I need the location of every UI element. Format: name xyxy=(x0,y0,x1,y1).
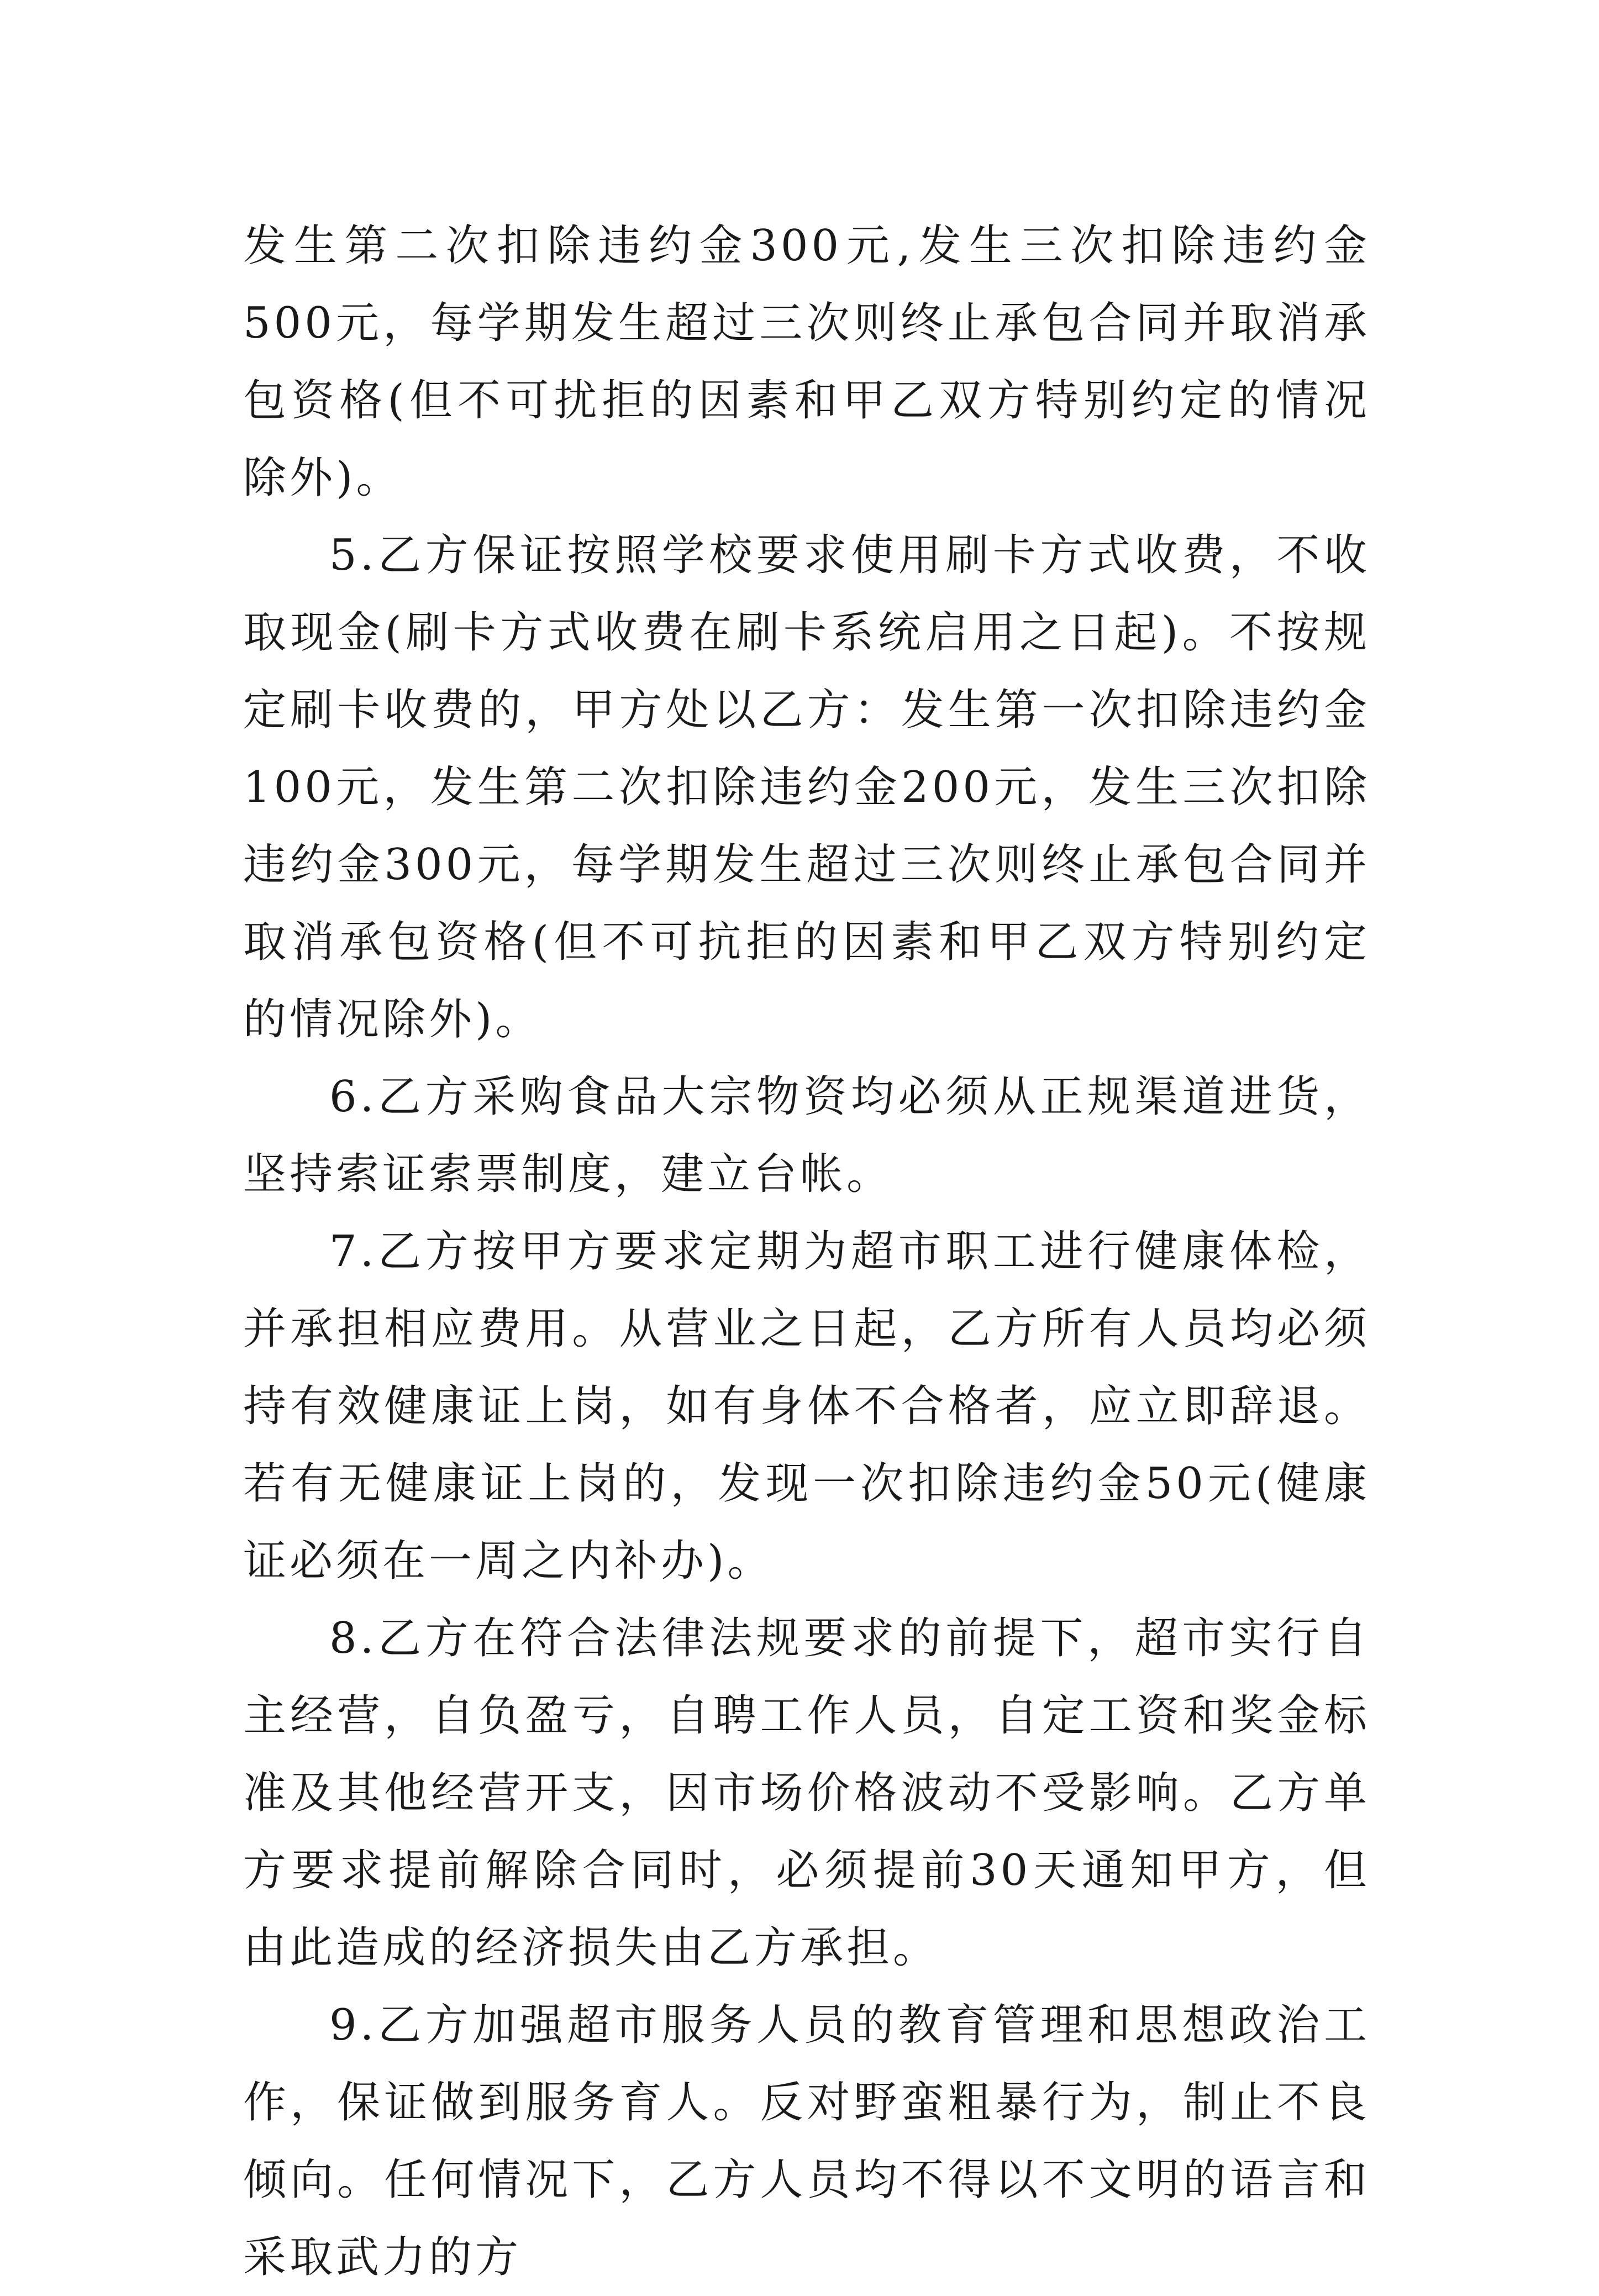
paragraph-7: 7.乙方按甲方要求定期为超市职工进行健康体检，并承担相应费用。从营业之日起，乙方所有人员均必须持有效健康证上岗，如有身体不合格者，应立即辞退。若有无健康证上岗的，发现一次扣除违约金50元(健康证必须在一周之内补办)。 xyxy=(243,1227,1370,1586)
paragraph-6: 6.乙方采购食品大宗物资均必须从正规渠道进货，坚持索证索票制度，建立台帐。 xyxy=(243,1072,1370,1199)
paragraph-9: 9.乙方加强超市服务人员的教育管理和思想政治工作，保证做到服务育人。反对野蛮粗暴行为，制止不良倾向。任何情况下，乙方人员均不得以不文明的语言和采取武力的方 xyxy=(243,2000,1370,2282)
paragraph-4-continued: 发生第二次扣除违约金300元,发生三次扣除违约金500元，每学期发生超过三次则终止承包合同并取消承包资格(但不可扰拒的因素和甲乙双方特别约定的情况除外)。 xyxy=(243,221,1370,503)
contract-body xyxy=(243,207,1370,2296)
paragraph-5: 5.乙方保证按照学校要求使用刷卡方式收费，不收取现金(刷卡方式收费在刷卡系统启用之日起)。不按规定刷卡收费的，甲方处以乙方：发生第一次扣除违约金100元，发生第二次扣除违约金200元，发生三次扣除违约金300元，每学期发生超过三次则终止承包合同并取消承包资格(但不可抗拒的因素和甲乙双方特别约定的情况除外)。 xyxy=(243,530,1370,1044)
paragraph-8: 8.乙方在符合法律法规要求的前提下，超市实行自主经营，自负盈亏，自聘工作人员，自定工资和奖金标准及其他经营开支，因市场价格波动不受影响。乙方单方要求提前解除合同时，必须提前30天通知甲方，但由此造成的经济损失由乙方承担。 xyxy=(243,1614,1370,1973)
